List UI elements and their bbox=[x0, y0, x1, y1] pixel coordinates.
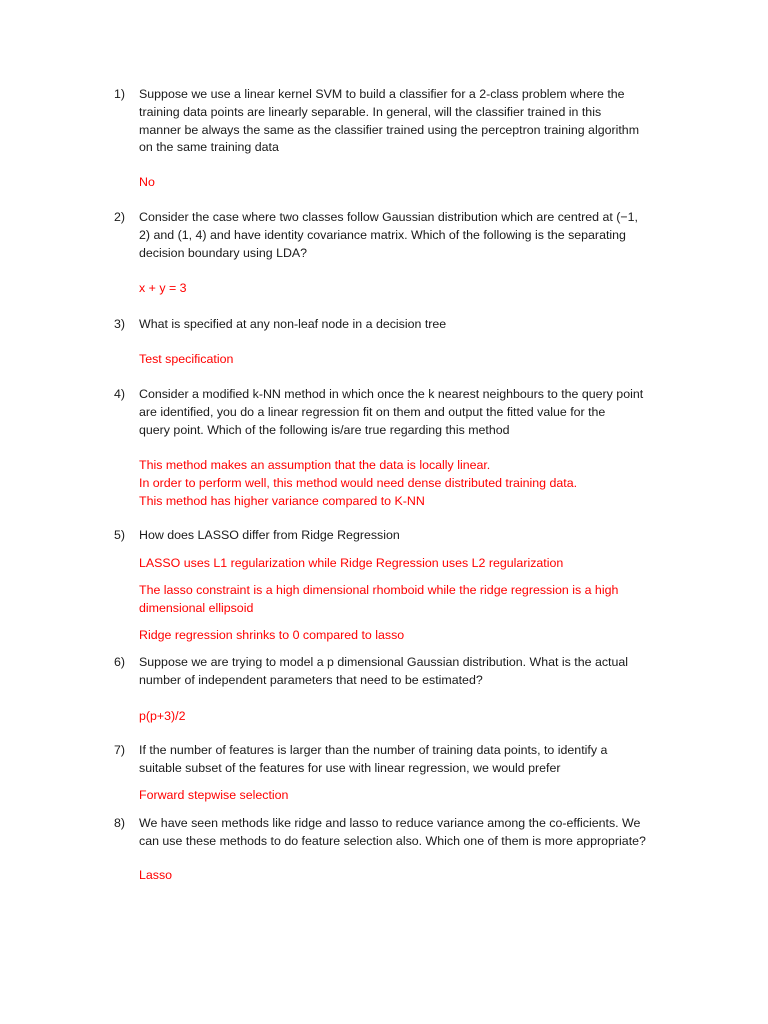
question-number: 7) bbox=[114, 743, 126, 757]
answer-5b: The lasso constraint is a high dimensional rhomboid while the ridge regression is a high dimensional ellipsoid bbox=[139, 583, 619, 615]
question-2 bbox=[114, 209, 674, 262]
answer-8: Lasso bbox=[139, 868, 173, 882]
answer-5a: LASSO uses L1 regularization while Ridge Regression uses L2 regularization bbox=[139, 556, 564, 570]
question-text: How does LASSO differ from Ridge Regression bbox=[139, 528, 400, 542]
answer-7: Forward stepwise selection bbox=[139, 788, 289, 802]
answer-4: This method makes an assumption that the data is locally linear. In order to perform well, this method would need dense distributed training data. This method has higher variance compared to K-NN bbox=[139, 458, 578, 508]
question-4 bbox=[114, 386, 674, 439]
answer-6: p(p+3)/2 bbox=[139, 709, 186, 723]
question-text: What is specified at any non-leaf node in a decision tree bbox=[139, 317, 447, 331]
question-text: If the number of features is larger than the number of training data points, to identify a suitable subset of the features for use with linear regression, we would prefer bbox=[139, 743, 608, 775]
question-number: 6) bbox=[114, 655, 126, 669]
question-text: Suppose we are trying to model a p dimensional Gaussian distribution. What is the actual number of independent parameters that need to be estimated? bbox=[139, 655, 629, 687]
question-text: Consider a modified k-NN method in which once the k nearest neighbours to the query point are identified, you do a linear regression fit on them and output the fitted value for the query point. Which of the following is/are true regarding this method bbox=[139, 387, 644, 437]
question-5 bbox=[114, 527, 674, 545]
question-number: 8) bbox=[114, 816, 126, 830]
question-7 bbox=[114, 742, 674, 778]
answer-5c: Ridge regression shrinks to 0 compared to lasso bbox=[139, 628, 405, 642]
question-number: 1) bbox=[114, 87, 126, 101]
question-text: We have seen methods like ridge and lasso to reduce variance among the co-efficients. We can use these methods to do feature selection also. Which one of them is more appropriate? bbox=[139, 816, 646, 848]
question-text: Consider the case where two classes follow Gaussian distribution which are centred at (−1, 2) and (1, 4) and have identity covariance matrix. Which of the following is the separating decision boundary using LDA? bbox=[139, 210, 638, 260]
question-number: 5) bbox=[114, 528, 126, 542]
question-3 bbox=[114, 316, 674, 334]
question-number: 3) bbox=[114, 317, 126, 331]
question-1 bbox=[114, 86, 674, 157]
answer-1: No bbox=[139, 175, 155, 189]
question-6 bbox=[114, 654, 674, 690]
question-number: 4) bbox=[114, 387, 126, 401]
answer-3: Test specification bbox=[139, 352, 234, 366]
question-8 bbox=[114, 815, 674, 851]
answer-2: x + y = 3 bbox=[139, 281, 187, 295]
question-text: Suppose we use a linear kernel SVM to build a classifier for a 2-class problem where the training data points are linearly separable. In general, will the classifier trained in this manner be always the same as the classifier trained using the perceptron training algorithm on the same training data bbox=[139, 87, 640, 155]
question-number: 2) bbox=[114, 210, 126, 224]
